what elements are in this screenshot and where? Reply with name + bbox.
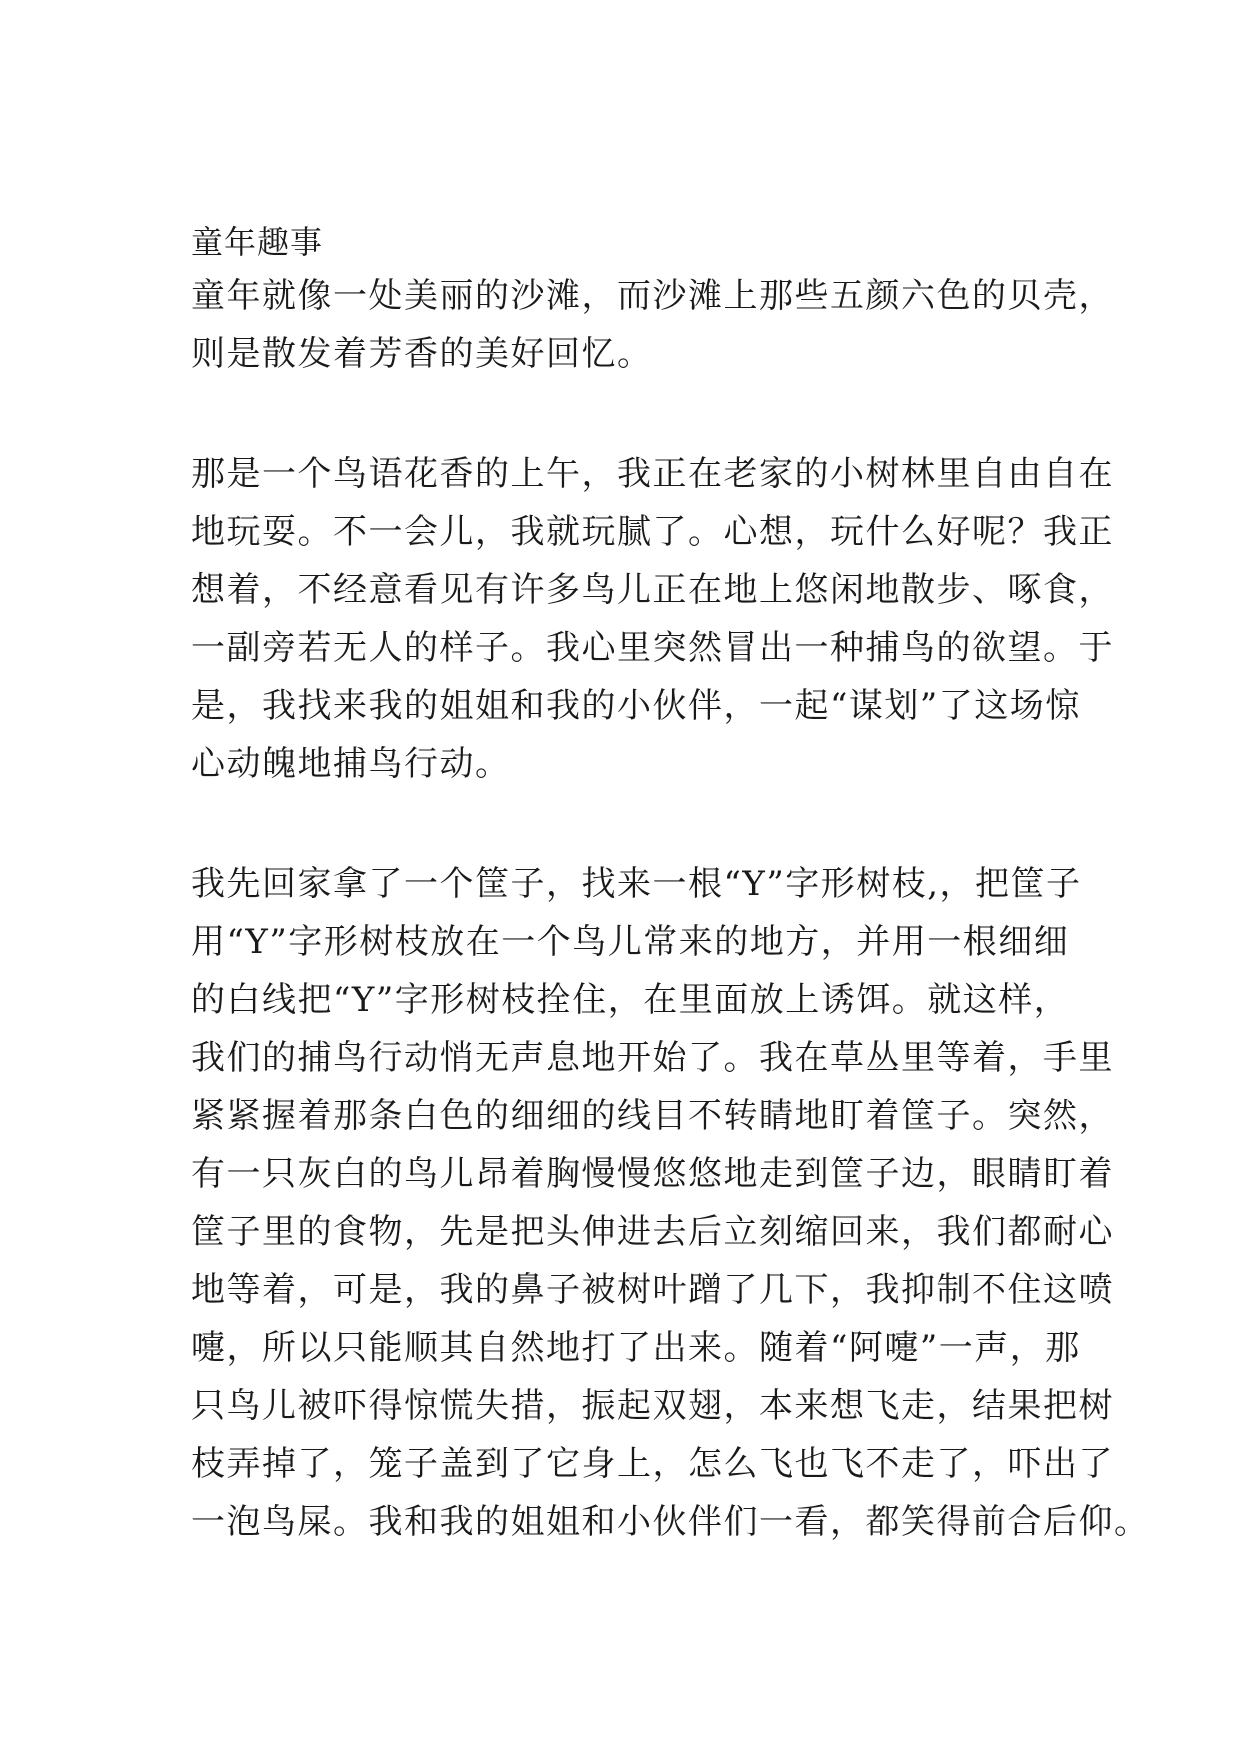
paragraph-2 — [191, 445, 1114, 793]
paragraph-spacer — [191, 793, 1071, 855]
paragraph-line: 一泡鸟屎。我和我的姐姐和小伙伴们一看，都笑得前合后仰。 — [191, 1502, 1150, 1542]
paragraph-line: 则是散发着芳香的美好回忆。 — [191, 334, 653, 374]
paragraph-line: 用“Y”字形树枝放在一个鸟儿常来的地方，并用一根细细 — [191, 922, 1070, 962]
paragraph-1 — [191, 267, 1114, 383]
paragraph-line: 心动魄地捕鸟行动。 — [191, 744, 511, 784]
paragraph-line: 有一只灰白的鸟儿昂着胸慢慢悠悠地走到筐子边，眼睛盯着 — [191, 1154, 1114, 1194]
paragraph-line: 我们的捕鸟行动悄无声息地开始了。我在草丛里等着，手里 — [191, 1038, 1114, 1078]
document-page — [191, 217, 1150, 1551]
paragraph-line: 只鸟儿被吓得惊慌失措，振起双翅，本来想飞走，结果把树 — [191, 1386, 1114, 1426]
paragraph-line: 我先回家拿了一个筐子，找来一根“Y”字形树枝,，把筐子 — [191, 864, 1082, 904]
paragraph-3 — [191, 855, 1150, 1551]
paragraph-line: 是，我找来我的姐姐和我的小伙伴，一起“谋划”了这场惊 — [191, 686, 1081, 726]
paragraph-line: 地等着，可是，我的鼻子被树叶蹭了几下，我抑制不住这喷 — [191, 1270, 1114, 1310]
paragraph-line: 想着，不经意看见有许多鸟儿正在地上悠闲地散步、啄食， — [191, 570, 1114, 610]
document-title: 童年趣事 — [191, 223, 324, 261]
paragraph-line: 嚏，所以只能顺其自然地打了出来。随着“阿嚏”一声，那 — [191, 1328, 1081, 1368]
paragraph-spacer — [191, 383, 1071, 445]
paragraph-line: 的白线把“Y”字形树枝拴住，在里面放上诱饵。就这样， — [191, 980, 1070, 1020]
paragraph-line: 筐子里的食物，先是把头伸进去后立刻缩回来，我们都耐心 — [191, 1212, 1114, 1252]
paragraph-line: 紧紧握着那条白色的细细的线目不转睛地盯着筐子。突然， — [191, 1096, 1114, 1136]
paragraph-line: 地玩耍。不一会儿，我就玩腻了。心想，玩什么好呢？我正 — [191, 512, 1114, 552]
paragraph-line: 一副旁若无人的样子。我心里突然冒出一种捕鸟的欲望。于 — [191, 628, 1114, 668]
paragraph-line: 童年就像一处美丽的沙滩，而沙滩上那些五颜六色的贝壳， — [191, 276, 1114, 316]
paragraph-line: 那是一个鸟语花香的上午，我正在老家的小树林里自由自在 — [191, 454, 1114, 494]
paragraph-line: 枝弄掉了，笼子盖到了它身上，怎么飞也飞不走了，吓出了 — [191, 1444, 1114, 1484]
